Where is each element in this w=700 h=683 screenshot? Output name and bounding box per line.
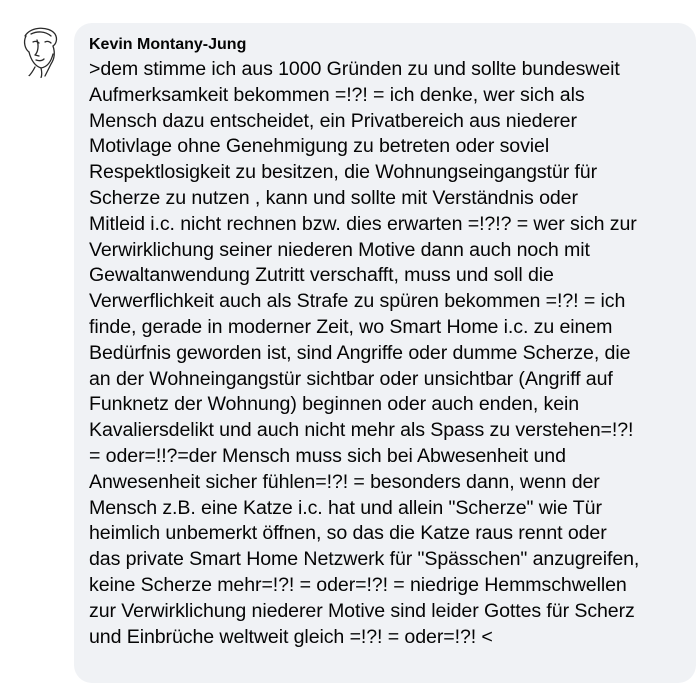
comment-text-line: zur Verwirklichung niederer Motive sind leider Gottes für Scherz: [89, 599, 635, 622]
comment-text-line: Gewaltanwendung Zutritt verschafft, muss und soll die: [89, 264, 554, 287]
comment-text-line: keine Scherze mehr=!?! = oder=!?! = niedrige Hemmschwellen: [89, 573, 627, 596]
comment-bubble: [74, 23, 696, 683]
comment-text-line: Respektlosigkeit zu besitzen, die Wohnungseingangstür für: [89, 161, 598, 184]
comment-text-line: Mensch dazu entscheidet, ein Privatbereich aus niederer: [89, 109, 577, 132]
avatar[interactable]: [11, 22, 67, 78]
comment-text-line: das private Smart Home Netzwerk für "Spässchen" anzugreifen,: [89, 548, 640, 571]
comment-text-line: Verwirklichung seiner niederen Motive dann auch noch mit: [89, 238, 590, 261]
comment-text-line: Anwesenheit sicher fühlen=!?! = besonders dann, wenn der: [89, 470, 600, 493]
comment-text-line: Aufmerksamkeit bekommen =!?! = ich denke, wer sich als: [89, 83, 585, 106]
comment-text-line: Kavaliersdelikt und auch nicht mehr als Spass zu verstehen=!?!: [89, 419, 634, 442]
comment-text-line: und Einbrüche weltweit gleich =!?! = oder=!?! <: [89, 625, 493, 648]
comment-text-line: Verwerflichkeit auch als Strafe zu spüren bekommen =!?! = ich: [89, 290, 626, 313]
comment-text-line: Bedürfnis geworden ist, sind Angriffe oder dumme Scherze, die: [89, 341, 631, 364]
comment-text-line: Funknetz der Wohnung) beginnen oder auch enden, kein: [89, 393, 580, 416]
comment-text-line: Mitleid i.c. nicht rechnen bzw. dies erwarten =!?!? = wer sich zur: [89, 212, 637, 235]
comment-text-line: an der Wohneingangstür sichtbar oder unsichtbar (Angriff auf: [89, 367, 613, 390]
comment-text: [89, 57, 684, 650]
comment-text-line: heimlich unbemerkt öffnen, so das die Katze raus rennt oder: [89, 522, 607, 545]
comment-text-line: Mensch z.B. eine Katze i.c. hat und allein "Scherze" wie Tür: [89, 496, 602, 519]
comment-author-name[interactable]: Kevin Montany-Jung: [89, 36, 247, 53]
comment-text-line: Motivlage ohne Genehmigung zu betreten oder soviel: [89, 135, 550, 158]
comment-text-line: Scherze zu nutzen , kann und sollte mit Verständnis oder: [89, 186, 578, 209]
comment-text-line: finde, gerade in moderner Zeit, wo Smart Home i.c. zu einem: [89, 315, 613, 338]
comment-text-line: >dem stimme ich aus 1000 Gründen zu und sollte bundesweit: [89, 58, 620, 80]
comment-text-line: = oder=!!?=der Mensch muss sich bei Abwesenheit und: [89, 444, 566, 467]
sketch-face-avatar-icon: [11, 22, 67, 78]
